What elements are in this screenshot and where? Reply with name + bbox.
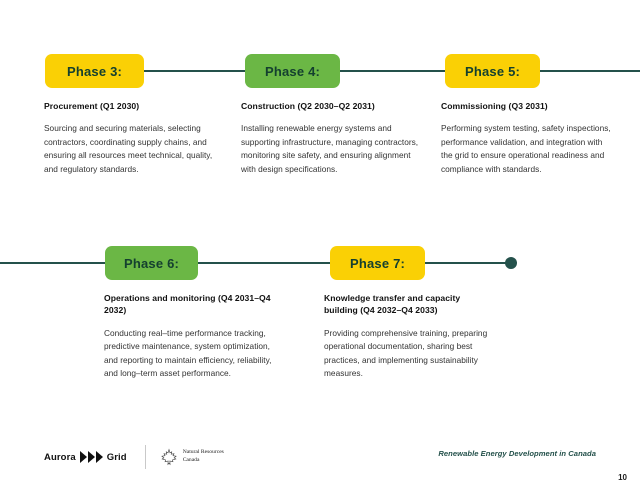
phase-text-block-phase-3 — [44, 100, 216, 176]
footer-caption: Renewable Energy Development in Canada — [438, 449, 596, 458]
phase-title: Commissioning (Q3 2031) — [441, 101, 548, 111]
phase-description: Providing comprehensive training, preparing operational documentation, sharing best practices, and implementing sustainability measures. — [324, 327, 488, 379]
phase-badge-phase-3[interactable] — [45, 54, 144, 88]
phase-text-block-phase-6 — [104, 292, 284, 381]
phase-badge-label: Phase 5: — [464, 63, 521, 79]
brand-name-text: Aurora — [44, 451, 76, 463]
slide-footer — [0, 430, 640, 495]
timeline-rail-row-1 — [143, 70, 640, 72]
phase-description: Performing system testing, safety inspections, performance validation, and integration with the grid to ensure operational readiness and compliance with standards. — [441, 123, 611, 174]
phase-badge-phase-7[interactable] — [330, 246, 425, 280]
phase-description: Sourcing and securing materials, selecting contractors, coordinating supply chains, and ensuring all resources meet technical, quality, and regulatory standards. — [44, 123, 213, 174]
maple-leaf-icon — [160, 448, 178, 466]
chevron-right-icon — [88, 451, 95, 463]
phase-description: Installing renewable energy systems and supporting infrastructure, managing contractors, monitoring site safety, and ensuring alignment with design specifications. — [241, 123, 419, 174]
phase-title: Operations and monitoring (Q4 2031–Q4 2032) — [104, 293, 271, 316]
timeline-row-1 — [0, 54, 640, 88]
brand-suffix-text: Grid — [106, 451, 127, 463]
chevron-right-icon — [96, 451, 103, 463]
phase-badge-phase-6[interactable] — [105, 246, 198, 280]
phase-text-block-phase-5 — [441, 100, 611, 176]
phase-text-block-phase-4 — [241, 100, 419, 176]
phase-badge-label: Phase 6: — [123, 255, 180, 271]
logo-divider — [145, 445, 146, 469]
timeline-row-2 — [0, 246, 640, 280]
phase-badge-phase-5[interactable] — [445, 54, 540, 88]
natural-resources-canada-logo — [160, 448, 224, 466]
phase-title: Construction (Q2 2030–Q2 2031) — [241, 101, 375, 111]
partner-line-2: Canada — [182, 457, 200, 463]
aurora-grid-logo — [44, 451, 127, 463]
phase-description: Conducting real–time performance tracking, predictive maintenance, system optimization, and reporting to maintain efficiency, reliability, and long–term asset performance. — [104, 327, 272, 379]
timeline-rail-row-2 — [0, 262, 512, 264]
page-number: 10 — [618, 473, 627, 482]
chevrons-icon — [80, 451, 103, 463]
phase-badge-phase-4[interactable] — [245, 54, 340, 88]
partner-line-1: Natural Resources — [182, 449, 224, 456]
footer-logo-group — [44, 444, 224, 470]
phase-badge-label: Phase 3: — [66, 63, 123, 79]
phase-badge-label: Phase 7: — [349, 255, 406, 271]
partner-name-text — [183, 449, 224, 464]
phase-text-block-phase-7 — [324, 292, 496, 381]
phase-title: Knowledge transfer and capacity building (Q4 2032–Q4 2033) — [324, 293, 461, 316]
chevron-right-icon — [80, 451, 87, 463]
phase-title: Procurement (Q1 2030) — [44, 101, 140, 111]
phase-badge-label: Phase 4: — [264, 63, 321, 79]
timeline-end-dot-icon — [505, 257, 517, 269]
